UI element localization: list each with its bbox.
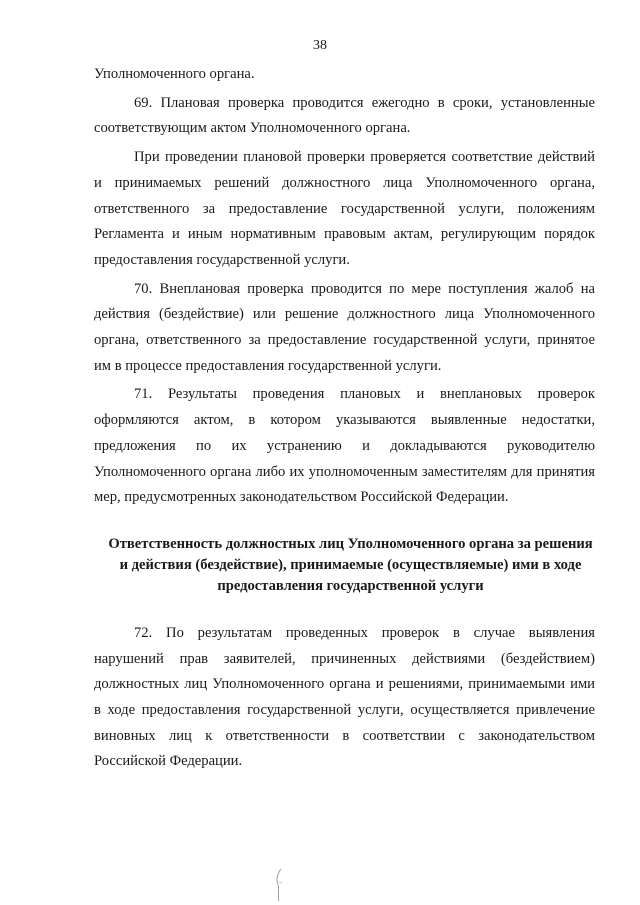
paragraph-continuation: Уполномоченного органа. — [94, 66, 255, 82]
section-heading: Ответственность должностных лиц Уполномоченного органа за решения и действия (бездействие), принимаемые (осуществляемые) ими в ходе предоставления государственной услуги — [108, 535, 593, 594]
paragraph-71: 71. Результаты проведения плановых и внеплановых проверок оформляются актом, в котором указываются выявленные недостатки, предложения по их устранению и докладываются руководителю Уполномоченного органа либо их уполномоченным заместителям для принятия мер, предусмотренных законодательством Российской Федерации. — [94, 386, 595, 506]
page-number: 38 — [313, 38, 327, 53]
document-body — [94, 62, 595, 775]
handwritten-mark — [272, 868, 286, 902]
paragraph-70: 70. Внеплановая проверка проводится по мере поступления жалоб на действия (бездействие) или решение должностного лица Уполномоченного органа, ответственного за предоставление государственной услуги, принятое им в процессе предоставления государственной услуги. — [94, 280, 595, 374]
paragraph-72: 72. По результатам проведенных проверок в случае выявления нарушений прав заявителей, причиненных действиями (бездействием) должностных лиц Уполномоченного органа и решениями, принимаемыми ими в ходе предоставления государственной услуги, осуществляется привлечение виновных лиц к ответственности в соответствии с законодательством Российской Федерации. — [94, 624, 595, 770]
paragraph-69: 69. Плановая проверка проводится ежегодно в сроки, установленные соответствующим актом Уполномоченного органа. — [94, 94, 595, 137]
paragraph-69-continued: При проведении плановой проверки проверяется соответствие действий и принимаемых решений должностного лица Уполномоченного органа, ответственного за предоставление государственной услуги, положениям Регламента и иным нормативным правовым актам, регулирующим порядок предоставления государственной услуги. — [94, 149, 595, 268]
